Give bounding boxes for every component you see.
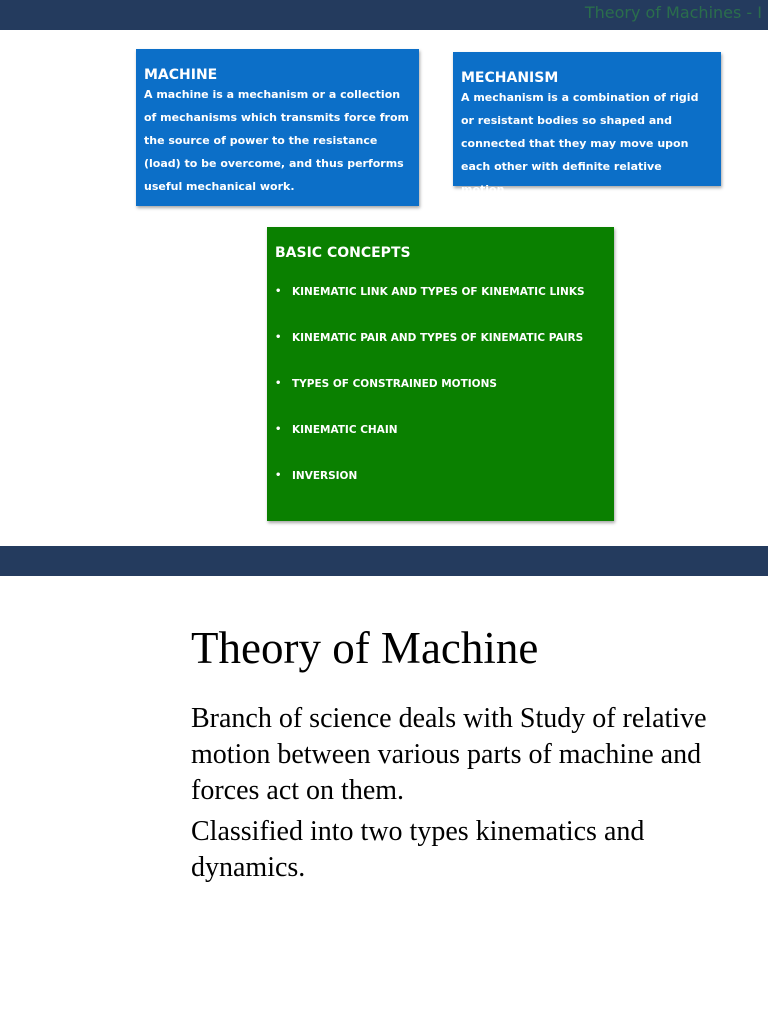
list-item [275,423,606,469]
concept-label: KINEMATIC CHAIN [292,424,398,436]
mechanism-title: MECHANISM [461,70,559,86]
list-item [275,469,606,515]
basic-concepts-title: BASIC CONCEPTS [275,245,411,261]
definition-paragraph: Branch of science deals with Study of relative motion between various parts of machine and forces act on them. [191,703,707,806]
machine-definition: A machine is a mechanism or a collection of mechanisms which transmits force from the source of power to the resistance (load) to be overcome, and thus performs useful mechanical work. [144,88,409,193]
concept-label: INVERSION [292,470,358,482]
slide-title: Theory of Machine [191,623,539,673]
slide-concepts [0,30,768,546]
concept-label: TYPES OF CONSTRAINED MOTIONS [292,378,497,390]
list-item [275,377,606,423]
mechanism-card [453,52,721,196]
mechanism-definition: A mechanism is a combination of rigid or resistant bodies so shaped and connected that they may move upon each other with definite relative motion. [461,91,699,196]
bullet-icon: • [275,378,282,389]
bullet-icon: • [275,286,282,297]
list-item [275,331,606,377]
basic-concepts-card [267,227,614,521]
bullet-icon: • [275,332,282,343]
top-header-bar [0,0,768,30]
list-item [275,285,606,331]
machine-title: MACHINE [144,67,218,83]
concepts-list [275,285,606,515]
bullet-icon: • [275,470,282,481]
header-title: Theory of Machines - I [584,3,762,22]
slide-theory-of-machine [0,576,768,1024]
slide-divider-bar [0,546,768,576]
bullet-icon: • [275,424,282,435]
classification-paragraph: Classified into two types kinematics and dynamics. [191,816,645,883]
concept-label: KINEMATIC PAIR AND TYPES OF KINEMATIC PAIRS [292,332,584,344]
concept-label: KINEMATIC LINK AND TYPES OF KINEMATIC LINKS [292,286,585,298]
machine-card [136,49,419,206]
